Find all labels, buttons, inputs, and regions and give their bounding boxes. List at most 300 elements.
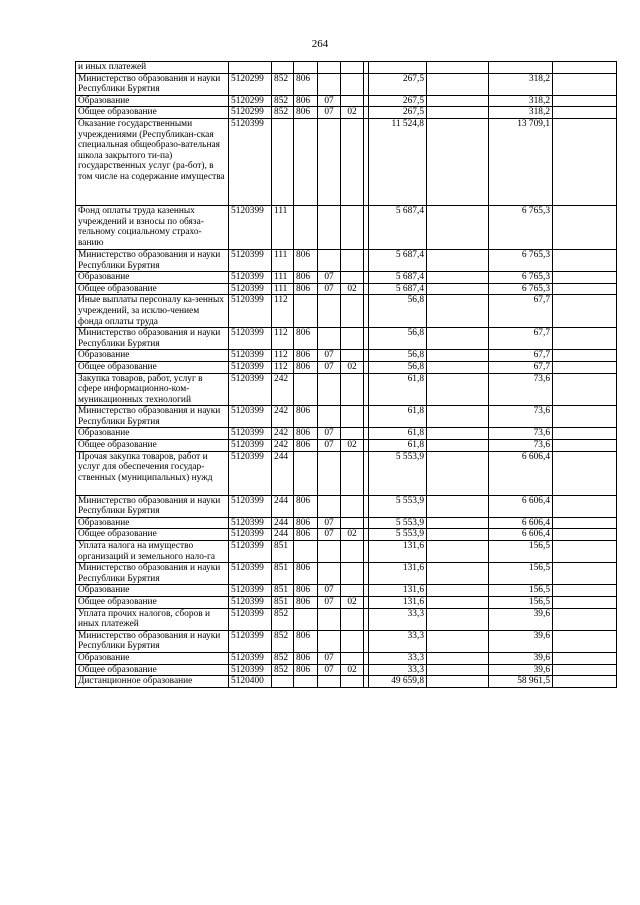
cell-amount-second: 156,5	[489, 597, 553, 609]
cell-ministry-code	[294, 118, 318, 205]
cell-name: Общее образование	[76, 107, 229, 119]
cell-expense-type: 852	[272, 107, 294, 119]
cell-subsection	[341, 205, 364, 249]
cell-expense-type: 852	[272, 630, 294, 652]
table-row	[76, 406, 617, 428]
cell-empty	[427, 440, 489, 452]
cell-name: Оказание государственными учреждениями (Республикан-ская специальная общеобразо-вательная школа закрытого ти-па) государственных услуг (ра-бот), в том числе на содержание имущества	[76, 118, 229, 205]
cell-amount-second: 156,5	[489, 541, 553, 563]
cell-amount-second: 6 765,3	[489, 272, 553, 284]
cell-ministry-code: 806	[294, 597, 318, 609]
cell-target-article: 5120399	[229, 630, 272, 652]
cell-amount-first: 33,3	[369, 630, 427, 652]
cell-subsection	[341, 62, 364, 74]
cell-empty	[553, 529, 617, 541]
cell-empty	[553, 95, 617, 107]
cell-empty	[427, 630, 489, 652]
cell-empty	[427, 495, 489, 517]
cell-section: 07	[318, 517, 341, 529]
cell-empty	[427, 118, 489, 205]
cell-expense-type: 244	[272, 451, 294, 495]
cell-empty	[553, 107, 617, 119]
cell-name: Общее образование	[76, 664, 229, 676]
cell-expense-type: 112	[272, 350, 294, 362]
cell-subsection	[341, 295, 364, 328]
table-row	[76, 563, 617, 585]
cell-subsection	[341, 373, 364, 406]
cell-amount-first: 5 553,9	[369, 517, 427, 529]
cell-target-article: 5120399	[229, 249, 272, 271]
cell-amount-first: 61,8	[369, 406, 427, 428]
cell-amount-second: 6 765,3	[489, 205, 553, 249]
cell-expense-type: 111	[272, 205, 294, 249]
cell-name: Образование	[76, 585, 229, 597]
cell-amount-first: 5 687,4	[369, 272, 427, 284]
cell-name: Прочая закупка товаров, работ и услуг для обеспечения государ-ственных (муниципальных) нужд	[76, 451, 229, 495]
cell-amount-second: 67,7	[489, 361, 553, 373]
budget-table	[75, 61, 617, 688]
cell-ministry-code: 806	[294, 328, 318, 350]
cell-expense-type: 242	[272, 373, 294, 406]
cell-amount-second: 39,6	[489, 630, 553, 652]
cell-amount-first: 131,6	[369, 563, 427, 585]
cell-amount-second: 13 709,1	[489, 118, 553, 205]
cell-target-article: 5120399	[229, 541, 272, 563]
cell-empty	[427, 95, 489, 107]
cell-name: и иных платежей	[76, 62, 229, 74]
cell-empty	[427, 517, 489, 529]
cell-empty	[427, 676, 489, 688]
cell-empty	[427, 73, 489, 95]
cell-expense-type: 851	[272, 541, 294, 563]
cell-empty	[427, 428, 489, 440]
cell-empty	[553, 272, 617, 284]
cell-amount-second: 6 606,4	[489, 517, 553, 529]
cell-amount-second: 67,7	[489, 295, 553, 328]
cell-target-article: 5120399	[229, 664, 272, 676]
cell-empty	[427, 350, 489, 362]
cell-amount-second: 318,2	[489, 95, 553, 107]
cell-expense-type: 852	[272, 664, 294, 676]
cell-empty	[553, 585, 617, 597]
cell-expense-type: 242	[272, 440, 294, 452]
cell-target-article: 5120399	[229, 373, 272, 406]
cell-subsection: 02	[341, 107, 364, 119]
cell-section	[318, 118, 341, 205]
cell-empty	[553, 283, 617, 295]
cell-amount-second: 6 606,4	[489, 495, 553, 517]
cell-ministry-code: 806	[294, 406, 318, 428]
cell-subsection	[341, 328, 364, 350]
cell-amount-second	[489, 62, 553, 74]
cell-expense-type: 852	[272, 652, 294, 664]
cell-empty	[553, 118, 617, 205]
cell-amount-first: 5 687,4	[369, 249, 427, 271]
cell-empty	[427, 205, 489, 249]
cell-ministry-code	[294, 205, 318, 249]
cell-amount-first: 61,8	[369, 440, 427, 452]
cell-name: Министерство образования и науки Республики Бурятия	[76, 630, 229, 652]
cell-ministry-code	[294, 62, 318, 74]
cell-subsection	[341, 406, 364, 428]
cell-amount-first: 267,5	[369, 107, 427, 119]
cell-expense-type: 112	[272, 295, 294, 328]
cell-empty	[427, 664, 489, 676]
cell-empty	[553, 630, 617, 652]
cell-name: Министерство образования и науки Республики Бурятия	[76, 406, 229, 428]
cell-amount-first: 5 687,4	[369, 283, 427, 295]
cell-amount-second: 73,6	[489, 428, 553, 440]
cell-name: Дистанционное образование	[76, 676, 229, 688]
cell-section: 07	[318, 350, 341, 362]
cell-expense-type: 852	[272, 608, 294, 630]
cell-empty	[427, 406, 489, 428]
table-row	[76, 451, 617, 495]
cell-amount-second: 156,5	[489, 585, 553, 597]
cell-expense-type: 851	[272, 585, 294, 597]
table-row	[76, 295, 617, 328]
cell-target-article: 5120399	[229, 272, 272, 284]
cell-empty	[427, 373, 489, 406]
cell-ministry-code: 806	[294, 529, 318, 541]
cell-expense-type: 851	[272, 563, 294, 585]
cell-section	[318, 62, 341, 74]
cell-target-article: 5120399	[229, 350, 272, 362]
cell-amount-second: 318,2	[489, 73, 553, 95]
cell-name: Образование	[76, 428, 229, 440]
cell-section	[318, 373, 341, 406]
cell-expense-type: 244	[272, 517, 294, 529]
cell-name: Министерство образования и науки Республики Бурятия	[76, 73, 229, 95]
cell-section: 07	[318, 95, 341, 107]
cell-amount-second: 156,5	[489, 563, 553, 585]
cell-section: 07	[318, 440, 341, 452]
cell-section: 07	[318, 361, 341, 373]
table-row	[76, 361, 617, 373]
cell-amount-first: 267,5	[369, 73, 427, 95]
cell-section: 07	[318, 428, 341, 440]
cell-expense-type: 244	[272, 495, 294, 517]
cell-amount-first: 5 553,9	[369, 529, 427, 541]
cell-section	[318, 630, 341, 652]
cell-amount-second: 73,6	[489, 373, 553, 406]
cell-target-article: 5120399	[229, 517, 272, 529]
cell-empty	[553, 451, 617, 495]
cell-amount-first: 5 553,9	[369, 451, 427, 495]
cell-empty	[427, 249, 489, 271]
cell-name: Иные выплаты персоналу ка-зенных учреждений, за исклю-чением фонда оплаты труда	[76, 295, 229, 328]
cell-section	[318, 328, 341, 350]
cell-subsection	[341, 272, 364, 284]
cell-section	[318, 451, 341, 495]
cell-empty	[553, 328, 617, 350]
cell-amount-first	[369, 62, 427, 74]
cell-empty	[553, 652, 617, 664]
table-body	[76, 62, 617, 688]
table-row	[76, 428, 617, 440]
cell-ministry-code	[294, 451, 318, 495]
cell-ministry-code: 806	[294, 95, 318, 107]
cell-amount-second: 6 606,4	[489, 529, 553, 541]
cell-ministry-code: 806	[294, 585, 318, 597]
cell-expense-type: 242	[272, 428, 294, 440]
table-row	[76, 664, 617, 676]
cell-expense-type: 244	[272, 529, 294, 541]
cell-name: Уплата налога на имущество организаций и земельного нало-га	[76, 541, 229, 563]
cell-target-article: 5120399	[229, 440, 272, 452]
cell-ministry-code: 806	[294, 361, 318, 373]
cell-name: Общее образование	[76, 283, 229, 295]
cell-empty	[553, 597, 617, 609]
cell-ministry-code: 806	[294, 249, 318, 271]
cell-empty	[427, 597, 489, 609]
cell-expense-type: 111	[272, 272, 294, 284]
cell-expense-type: 112	[272, 361, 294, 373]
cell-amount-first: 131,6	[369, 597, 427, 609]
table-row	[76, 373, 617, 406]
cell-target-article: 5120399	[229, 529, 272, 541]
cell-target-article: 5120399	[229, 495, 272, 517]
cell-name: Общее образование	[76, 440, 229, 452]
table-row	[76, 205, 617, 249]
cell-empty	[553, 495, 617, 517]
cell-subsection	[341, 608, 364, 630]
cell-empty	[427, 361, 489, 373]
cell-empty	[553, 440, 617, 452]
cell-empty	[427, 451, 489, 495]
cell-section	[318, 495, 341, 517]
cell-name: Образование	[76, 517, 229, 529]
cell-empty	[553, 406, 617, 428]
cell-section	[318, 406, 341, 428]
cell-expense-type: 852	[272, 95, 294, 107]
cell-target-article: 5120399	[229, 652, 272, 664]
table-row	[76, 495, 617, 517]
cell-expense-type: 851	[272, 597, 294, 609]
cell-ministry-code: 806	[294, 652, 318, 664]
cell-expense-type	[272, 676, 294, 688]
table-row	[76, 541, 617, 563]
cell-name: Министерство образования и науки Республики Бурятия	[76, 495, 229, 517]
cell-target-article: 5120299	[229, 107, 272, 119]
cell-expense-type: 111	[272, 283, 294, 295]
cell-amount-second: 67,7	[489, 328, 553, 350]
cell-name: Закупка товаров, работ, услуг в сфере информационно-ком-муникационных технологий	[76, 373, 229, 406]
table-row	[76, 249, 617, 271]
cell-name: Общее образование	[76, 597, 229, 609]
cell-section: 07	[318, 585, 341, 597]
cell-target-article: 5120399	[229, 597, 272, 609]
cell-empty	[553, 541, 617, 563]
cell-ministry-code: 806	[294, 630, 318, 652]
cell-empty	[553, 73, 617, 95]
table-row	[76, 272, 617, 284]
cell-ministry-code: 806	[294, 563, 318, 585]
cell-empty	[553, 517, 617, 529]
table-row	[76, 107, 617, 119]
cell-target-article: 5120399	[229, 451, 272, 495]
cell-empty	[553, 373, 617, 406]
cell-ministry-code: 806	[294, 350, 318, 362]
cell-amount-first: 49 659,8	[369, 676, 427, 688]
cell-section	[318, 205, 341, 249]
cell-target-article	[229, 62, 272, 74]
cell-section: 07	[318, 272, 341, 284]
cell-target-article: 5120399	[229, 585, 272, 597]
cell-target-article: 5120399	[229, 361, 272, 373]
cell-ministry-code: 806	[294, 272, 318, 284]
cell-subsection	[341, 249, 364, 271]
cell-section: 07	[318, 664, 341, 676]
cell-subsection	[341, 585, 364, 597]
cell-amount-second: 6 765,3	[489, 283, 553, 295]
cell-amount-second: 39,6	[489, 652, 553, 664]
cell-amount-first: 5 553,9	[369, 495, 427, 517]
table-row	[76, 283, 617, 295]
cell-name: Общее образование	[76, 361, 229, 373]
cell-section	[318, 73, 341, 95]
cell-target-article: 5120399	[229, 608, 272, 630]
cell-amount-second: 39,6	[489, 664, 553, 676]
cell-amount-first: 131,6	[369, 585, 427, 597]
cell-empty	[553, 676, 617, 688]
cell-section	[318, 608, 341, 630]
cell-ministry-code: 806	[294, 495, 318, 517]
cell-subsection: 02	[341, 529, 364, 541]
cell-empty	[553, 295, 617, 328]
cell-empty	[427, 541, 489, 563]
table-row	[76, 62, 617, 74]
cell-subsection	[341, 428, 364, 440]
cell-target-article: 5120399	[229, 118, 272, 205]
cell-subsection	[341, 630, 364, 652]
cell-subsection	[341, 350, 364, 362]
table-row	[76, 529, 617, 541]
cell-subsection: 02	[341, 361, 364, 373]
table-row	[76, 630, 617, 652]
table-row	[76, 350, 617, 362]
cell-empty	[553, 205, 617, 249]
table-row	[76, 95, 617, 107]
table-row	[76, 652, 617, 664]
cell-empty	[427, 107, 489, 119]
cell-amount-first: 33,3	[369, 608, 427, 630]
cell-section	[318, 676, 341, 688]
cell-subsection	[341, 676, 364, 688]
cell-target-article: 5120399	[229, 563, 272, 585]
cell-amount-first: 61,8	[369, 373, 427, 406]
cell-subsection	[341, 95, 364, 107]
cell-subsection: 02	[341, 664, 364, 676]
cell-name: Образование	[76, 95, 229, 107]
cell-name: Министерство образования и науки Республики Бурятия	[76, 328, 229, 350]
cell-empty	[553, 428, 617, 440]
cell-ministry-code: 806	[294, 107, 318, 119]
cell-ministry-code: 806	[294, 73, 318, 95]
cell-amount-first: 33,3	[369, 664, 427, 676]
table-row	[76, 608, 617, 630]
cell-amount-second: 6 765,3	[489, 249, 553, 271]
cell-amount-first: 33,3	[369, 652, 427, 664]
cell-subsection	[341, 517, 364, 529]
cell-empty	[553, 350, 617, 362]
cell-target-article: 5120299	[229, 73, 272, 95]
cell-ministry-code	[294, 295, 318, 328]
cell-amount-first: 131,6	[369, 541, 427, 563]
cell-expense-type: 852	[272, 73, 294, 95]
cell-subsection: 02	[341, 283, 364, 295]
page-number: 264	[311, 38, 329, 50]
cell-empty	[427, 529, 489, 541]
cell-subsection	[341, 73, 364, 95]
cell-empty	[553, 361, 617, 373]
cell-name: Фонд оплаты труда казенных учреждений и взносы по обяза-тельному социальному страхо-ванию	[76, 205, 229, 249]
cell-section: 07	[318, 652, 341, 664]
cell-amount-first: 56,8	[369, 295, 427, 328]
cell-empty	[427, 283, 489, 295]
cell-ministry-code	[294, 676, 318, 688]
table-row	[76, 517, 617, 529]
cell-amount-first: 267,5	[369, 95, 427, 107]
cell-expense-type	[272, 118, 294, 205]
table-row	[76, 73, 617, 95]
cell-empty	[427, 272, 489, 284]
cell-ministry-code: 806	[294, 517, 318, 529]
cell-section: 07	[318, 597, 341, 609]
cell-name: Уплата прочих налогов, сборов и иных платежей	[76, 608, 229, 630]
table-row	[76, 676, 617, 688]
cell-expense-type: 242	[272, 406, 294, 428]
cell-amount-second: 73,6	[489, 440, 553, 452]
cell-subsection	[341, 652, 364, 664]
cell-ministry-code	[294, 541, 318, 563]
cell-expense-type	[272, 62, 294, 74]
cell-empty	[553, 249, 617, 271]
cell-empty	[427, 295, 489, 328]
cell-amount-second: 58 961,5	[489, 676, 553, 688]
cell-section	[318, 541, 341, 563]
cell-ministry-code: 806	[294, 440, 318, 452]
cell-name: Министерство образования и науки Республики Бурятия	[76, 563, 229, 585]
cell-target-article: 5120299	[229, 95, 272, 107]
table-row	[76, 328, 617, 350]
cell-section: 07	[318, 529, 341, 541]
cell-target-article: 5120399	[229, 283, 272, 295]
cell-amount-second: 318,2	[489, 107, 553, 119]
cell-empty	[553, 608, 617, 630]
cell-name: Общее образование	[76, 529, 229, 541]
cell-expense-type: 112	[272, 328, 294, 350]
cell-subsection: 02	[341, 440, 364, 452]
cell-empty	[427, 62, 489, 74]
cell-subsection	[341, 451, 364, 495]
cell-name: Образование	[76, 272, 229, 284]
cell-ministry-code: 806	[294, 664, 318, 676]
cell-name: Министерство образования и науки Республики Бурятия	[76, 249, 229, 271]
cell-empty	[553, 62, 617, 74]
cell-name: Образование	[76, 652, 229, 664]
cell-empty	[427, 608, 489, 630]
cell-empty	[553, 563, 617, 585]
cell-amount-first: 11 524,8	[369, 118, 427, 205]
table-row	[76, 118, 617, 205]
table-row	[76, 597, 617, 609]
cell-empty	[427, 328, 489, 350]
table-row	[76, 440, 617, 452]
cell-section	[318, 563, 341, 585]
cell-empty	[553, 664, 617, 676]
cell-empty	[427, 652, 489, 664]
